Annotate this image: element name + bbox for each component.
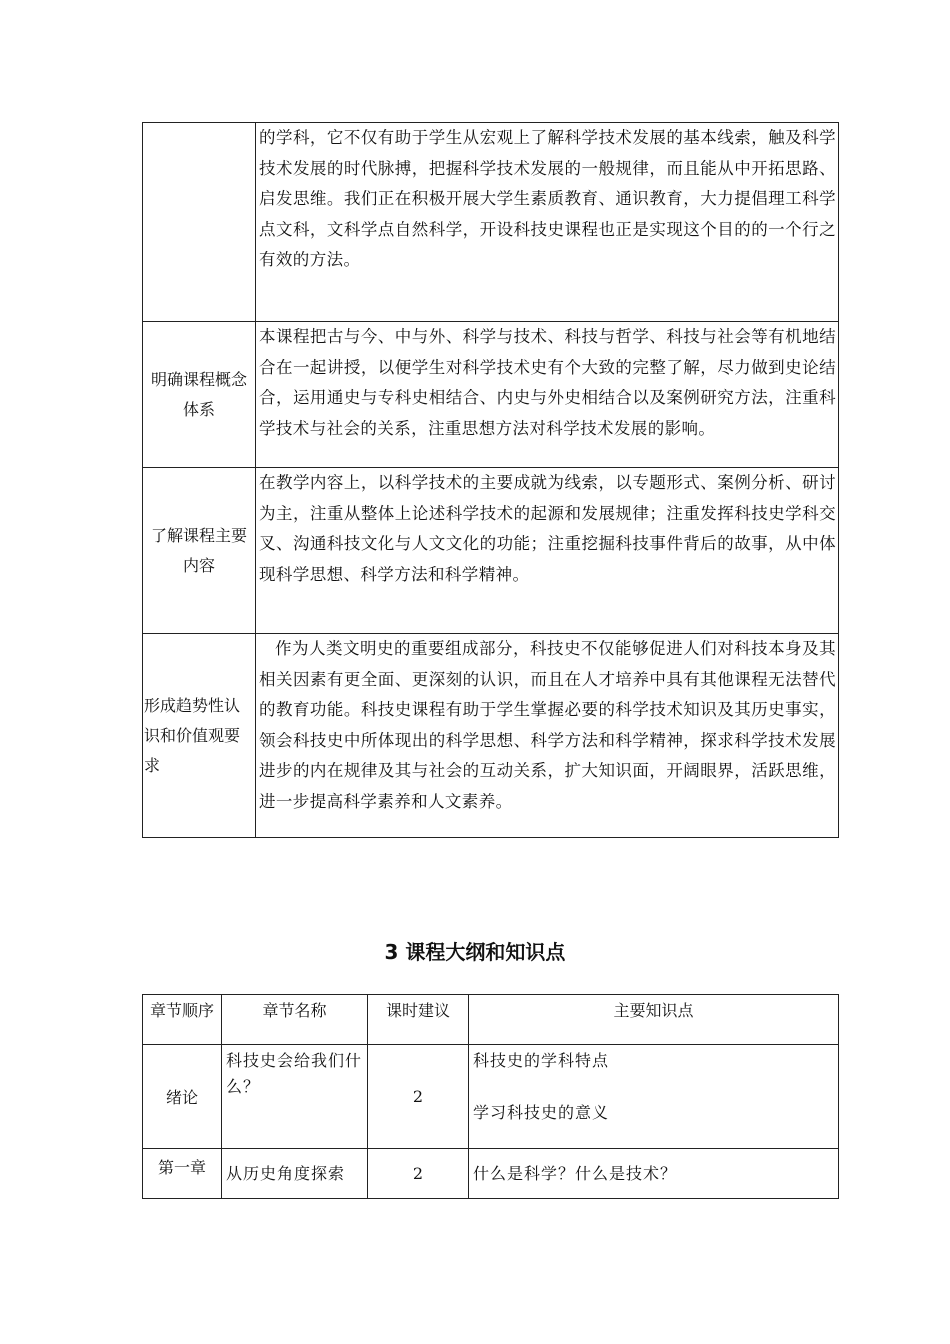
table-header-row (143, 995, 839, 1045)
row-label: 明确课程概念体系 (143, 322, 256, 468)
course-objectives-table (142, 122, 839, 838)
header-cell: 主要知识点 (469, 995, 839, 1045)
row-text: 的学科，它不仅有助于学生从宏观上了解科学技术发展的基本线索，触及科学技术发展的时代脉搏，把握科学技术发展的一般规律，而且能从中开拓思路、启发思维。我们正在积极开展大学生素质教育、通识教育，大力提倡理工科学点文科，文科学点自然科学，开设科技史课程也正是实现这个目的的一个行之有效的方法。 (256, 123, 839, 322)
chapter-name: 从历史角度探索 (222, 1149, 368, 1199)
table-row (143, 634, 839, 838)
row-text: 本课程把古与今、中与外、科学与技术、科技与哲学、科技与社会等有机地结合在一起讲授，以便学生对科学技术史有个大致的完整了解，尽力做到史论结合，运用通史与专科史相结合、内史与外史相结合以及案例研究方法，注重科学技术与社会的关系，注重思想方法对科学技术发展的影响。 (256, 322, 839, 468)
table-row (143, 123, 839, 322)
knowledge-points (469, 1149, 839, 1199)
knowledge-points (469, 1045, 839, 1149)
row-label: 了解课程主要内容 (143, 468, 256, 634)
row-label (143, 123, 256, 322)
row-label: 形成趋势性认识和价值观要求 (143, 634, 256, 838)
knowledge-point: 什么是科学？什么是技术？ (473, 1163, 678, 1183)
table-row (143, 1149, 839, 1199)
section-heading: 3 课程大纲和知识点 (384, 940, 566, 964)
table-row (143, 1045, 839, 1149)
header-cell: 章节顺序 (143, 995, 222, 1045)
chapter-order: 绪论 (143, 1045, 222, 1149)
table-row (143, 468, 839, 634)
chapter-hours: 2 (368, 1149, 469, 1199)
knowledge-point: 科技史的学科特点 (473, 1051, 610, 1070)
header-cell: 章节名称 (222, 995, 368, 1045)
chapter-name: 科技史会给我们什么？ (222, 1045, 368, 1149)
table-row (143, 322, 839, 468)
row-text: 在教学内容上，以科学技术的主要成就为线索，以专题形式、案例分析、研讨为主，注重从整体上论述科学技术的起源和发展规律；注重发挥科技史学科交叉、沟通科技文化与人文文化的功能；注重挖掘科技事件背后的故事，从中体现科学思想、科学方法和科学精神。 (256, 468, 839, 634)
row-text: 作为人类文明史的重要组成部分，科技史不仅能够促进人们对科技本身及其相关因素有更全面、更深刻的认识，而且在人才培养中具有其他课程无法替代的教育功能。科技史课程有助于学生掌握必要的科学技术知识及其历史事实，领会科技史中所体现出的科学思想、科学方法和科学精神，探求科学技术发展进步的内在规律及其与社会的互动关系，扩大知识面，开阔眼界，活跃思维，进一步提高科学素养和人文素养。 (256, 634, 839, 838)
chapter-order: 第一章 (143, 1149, 222, 1199)
syllabus-table (142, 994, 839, 1199)
chapter-hours: 2 (368, 1045, 469, 1149)
knowledge-point: 学习科技史的意义 (473, 1103, 610, 1122)
header-cell: 课时建议 (368, 995, 469, 1045)
